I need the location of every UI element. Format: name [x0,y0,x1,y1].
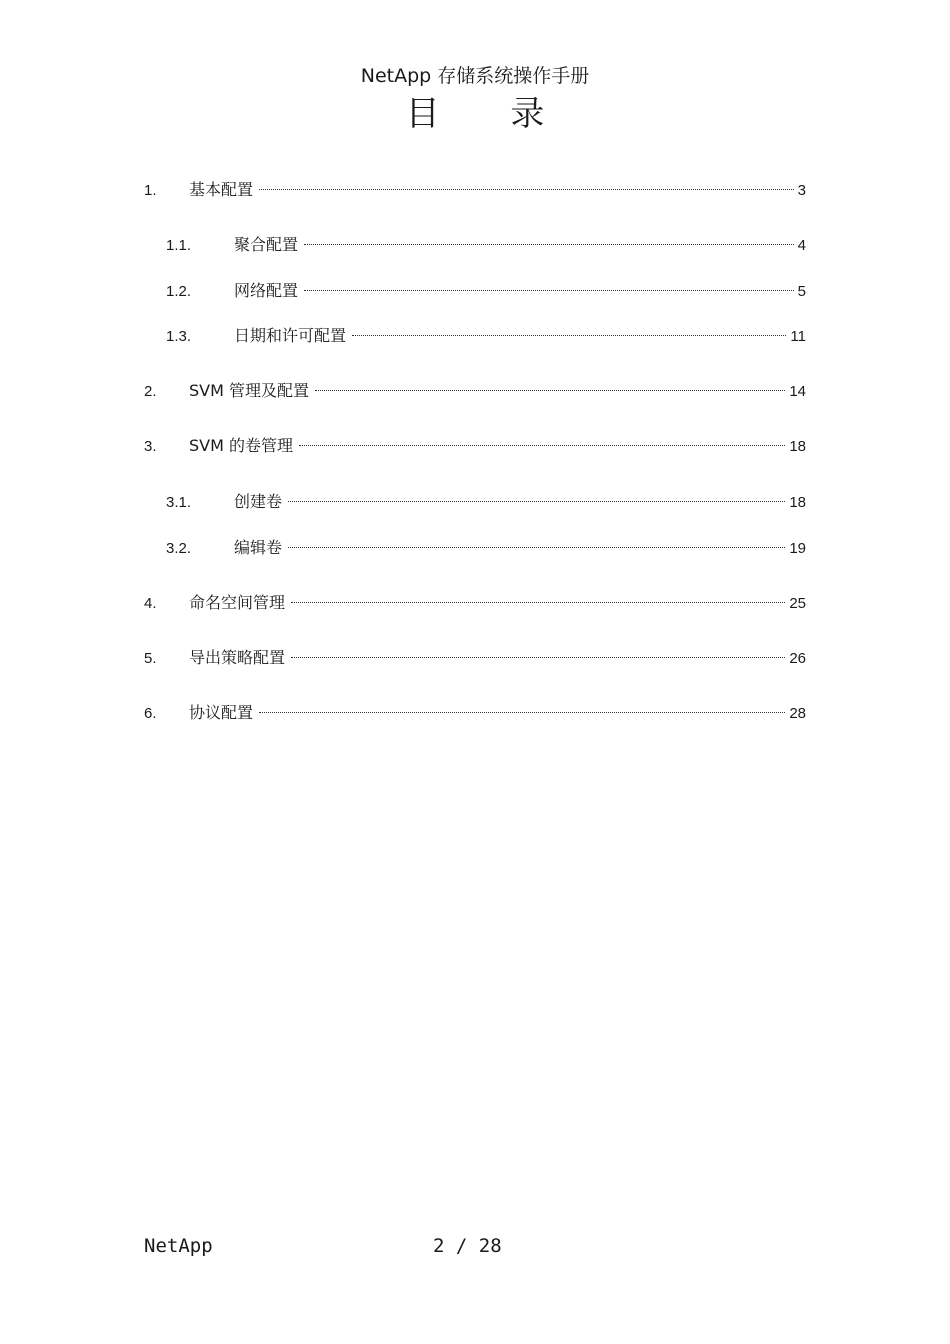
toc-entry-number: 3.2. [166,540,192,557]
footer-company: NetApp [144,1235,213,1257]
toc-entry-title: 日期和许可配置 [234,326,347,345]
toc-entry-title: 协议配置 [189,703,254,722]
toc-entry-title: 命名空间管理 [189,593,286,612]
toc-entry[interactable] [166,233,806,257]
toc-entry[interactable] [166,490,806,514]
toc-entry-number: 1.1. [166,237,192,254]
toc-entry-number: 1.2. [166,283,192,300]
toc-entry-page: 4 [797,237,806,254]
toc-entry-number: 1. [144,182,157,199]
toc-dot-leader [304,244,794,245]
toc-dot-leader [259,712,785,713]
toc-entry-page: 5 [797,283,806,300]
toc-entry-title: SVM 管理及配置 [189,381,309,400]
toc-entry-number: 1.3. [166,328,192,345]
document-header: NetApp 存储系统操作手册 [360,65,590,87]
footer-page-number: 2 / 28 [433,1235,502,1257]
toc-entry-page: 3 [797,182,806,199]
toc-entry-number: 4. [144,595,157,612]
toc-entry-title: 网络配置 [234,281,299,300]
toc-entry-page: 14 [789,383,806,400]
toc-dot-leader [352,335,786,336]
toc-entry[interactable] [144,701,806,725]
toc-entry-title: 创建卷 [234,492,283,511]
toc-entry-title: 基本配置 [189,180,254,199]
toc-dot-leader [299,445,785,446]
toc-entry-page: 11 [790,328,806,345]
toc-entry-page: 25 [789,595,806,612]
toc-entry-title: SVM 的卷管理 [189,436,293,455]
toc-entry-number: 2. [144,383,157,400]
toc-entry-number: 3. [144,438,157,455]
toc-entry-page: 28 [789,705,806,722]
toc-dot-leader [291,657,785,658]
page-title: 目 录 [405,94,575,134]
toc-entry-page: 26 [789,650,806,667]
toc-entry-number: 6. [144,705,157,722]
toc-entry[interactable] [144,591,806,615]
toc-dot-leader [315,390,785,391]
toc-entry-page: 18 [789,494,806,511]
toc-entry[interactable] [166,536,806,560]
toc-entry[interactable] [144,178,806,202]
toc-entry-number: 3.1. [166,494,192,511]
toc-entry[interactable] [144,379,806,403]
toc-dot-leader [288,547,785,548]
toc-entry[interactable] [144,434,806,458]
toc-dot-leader [288,501,785,502]
toc-entry-title: 导出策略配置 [189,648,286,667]
toc-dot-leader [259,189,794,190]
toc-entry[interactable] [166,279,806,303]
toc-entry-page: 18 [789,438,806,455]
toc-entry-number: 5. [144,650,157,667]
toc-entry-title: 聚合配置 [234,235,299,254]
toc-dot-leader [291,602,785,603]
toc-entry-title: 编辑卷 [234,538,283,557]
toc-dot-leader [304,290,794,291]
toc-entry[interactable] [166,324,806,348]
toc-entry-page: 19 [789,540,806,557]
toc-entry[interactable] [144,646,806,670]
